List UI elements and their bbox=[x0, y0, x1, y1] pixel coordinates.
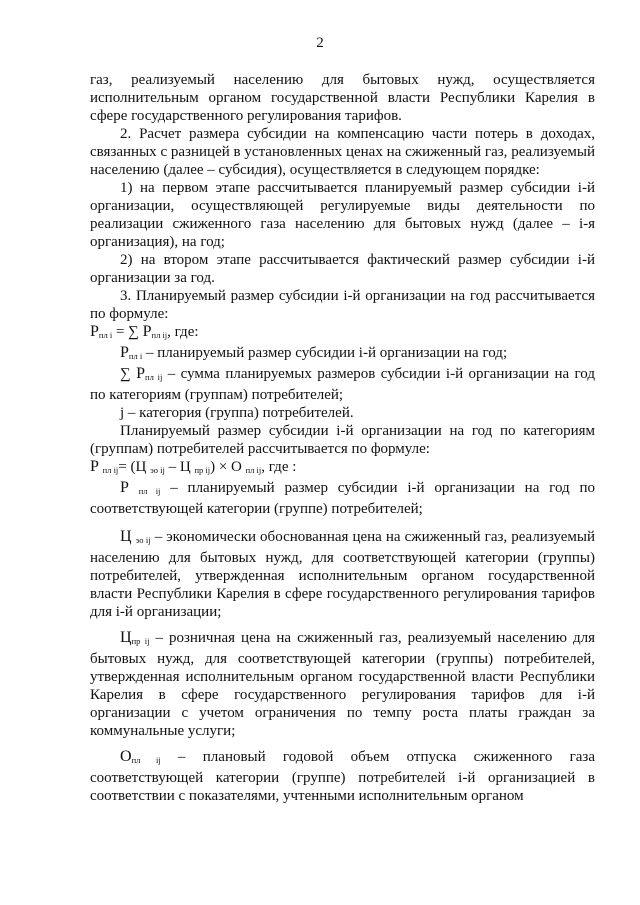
formula-operator: = bbox=[115, 324, 125, 340]
formula-subscript: пл ij bbox=[245, 465, 262, 475]
definition-text: – плановый годовой объем отпуска сжиженного газа соответствующей категории (группе) потребителей i-й организацией в соответствии с показателями, учтенными исполнительным органом bbox=[90, 749, 596, 804]
paragraph-3: 1) на первом этапе рассчитывается планируемый размер субсидии i-й организации, осуществляющей регулируемые виды деятельности по реализации сжиженного газа населению для бытовых нужд (далее – i-я организация), на год; bbox=[90, 180, 595, 250]
formula-part: = (Ц bbox=[118, 459, 147, 475]
formula-planned-subsidy-total bbox=[90, 323, 595, 344]
definition-symbol: Р bbox=[120, 344, 129, 361]
definition-text: – планируемый размер субсидии i-й организации на год; bbox=[145, 345, 508, 361]
definition-text: – категория (группа) потребителей. bbox=[127, 405, 354, 421]
definition-subscript: пр ij bbox=[131, 636, 150, 646]
definition-text: – экономически обоснованная цена на сжиженный газ, реализуемый населению для бытовых нужд, для соответствующей категории (группы) потребителей, утвержденная исполнительным органом государственной власти Республики Карелия в сфере государственного регулирования тарифов для i-й организации; bbox=[90, 529, 596, 620]
definition-c-eo-ij bbox=[90, 528, 595, 621]
definition-subscript: пл ij bbox=[145, 372, 163, 382]
formula-subscript: пл ij bbox=[151, 330, 168, 340]
formula-planned-subsidy-by-category bbox=[90, 458, 595, 479]
definition-symbol: Р bbox=[120, 479, 129, 496]
definition-sum-p-pl-ij bbox=[90, 365, 595, 404]
definition-subscript: эо ij bbox=[135, 535, 151, 545]
formula-symbol: Р bbox=[90, 458, 99, 475]
formula-subscript: пл ij bbox=[102, 465, 119, 475]
document-body bbox=[90, 71, 595, 805]
definition-subscript: пл ij bbox=[138, 486, 161, 496]
definition-symbol: Р bbox=[136, 365, 146, 382]
definition-text: – планируемый размер субсидии i-й организации на год по соответствующей категории (группе) потребителей; bbox=[90, 480, 595, 517]
paragraph-1: газ, реализуемый населению для бытовых нужд, осуществляется исполнительным органом государственной власти Республики Карелия в сфере государственного регулирования тарифов. bbox=[90, 72, 595, 124]
definition-j bbox=[90, 404, 595, 422]
paragraph-4: 2) на втором этапе рассчитывается фактический размер субсидии i-й организации за год. bbox=[90, 252, 595, 286]
formula-symbol: Р bbox=[90, 323, 99, 340]
definition-symbol: j bbox=[120, 405, 125, 421]
paragraph-2: 2. Расчет размера субсидии на компенсацию части потерь в доходах, связанных с разницей в установленных ценах на сжиженный газ, реализуемый населению (далее – субсидия), осуществляется в следующем порядке: bbox=[90, 126, 595, 178]
formula-tail: , где : bbox=[261, 459, 297, 475]
definition-p-pl-i bbox=[90, 344, 595, 365]
definition-p-pl-ij bbox=[90, 479, 595, 518]
formula-subscript: пл i bbox=[98, 330, 113, 340]
definition-subscript: пл i bbox=[128, 351, 143, 361]
definition-symbol: О bbox=[120, 748, 132, 765]
definition-o-pl-ij bbox=[90, 748, 595, 805]
definition-symbol: Ц bbox=[120, 629, 132, 646]
definition-text: – розничная цена на сжиженный газ, реализуемый населению для бытовых нужд, для соответствующей категории (группы) потребителей, утвержденная исполнительным органом государственной власти Республики Карелия в сфере государственного регулирования тарифов для i-й организации с учетом ограничения по темпу роста платы граждан за коммунальные услуги; bbox=[90, 630, 595, 739]
paragraph-6: Планируемый размер субсидии i-й организации на год по категориям (группам) потребителей рассчитывается по формуле: bbox=[90, 423, 595, 457]
definition-sum-sign: ∑ bbox=[120, 366, 131, 382]
formula-subscript: пр ij bbox=[194, 465, 211, 475]
formula-part: – Ц bbox=[168, 459, 191, 475]
formula-symbol: Р bbox=[142, 323, 152, 340]
definition-c-pr-ij bbox=[90, 629, 595, 740]
definition-subscript: пл ij bbox=[131, 755, 161, 765]
formula-subscript: эо ij bbox=[150, 465, 165, 475]
formula-sum-sign: ∑ bbox=[128, 324, 139, 340]
paragraph-5: 3. Планируемый размер субсидии i-й организации на год рассчитывается по формуле: bbox=[90, 288, 595, 322]
definition-symbol: Ц bbox=[120, 528, 132, 545]
formula-part: ) × О bbox=[210, 459, 242, 475]
definition-text: – сумма планируемых размеров субсидии i-й организации на год по категориям (группам) потребителей; bbox=[90, 366, 596, 403]
formula-tail: , где: bbox=[167, 324, 199, 340]
page-number: 2 bbox=[316, 35, 324, 51]
